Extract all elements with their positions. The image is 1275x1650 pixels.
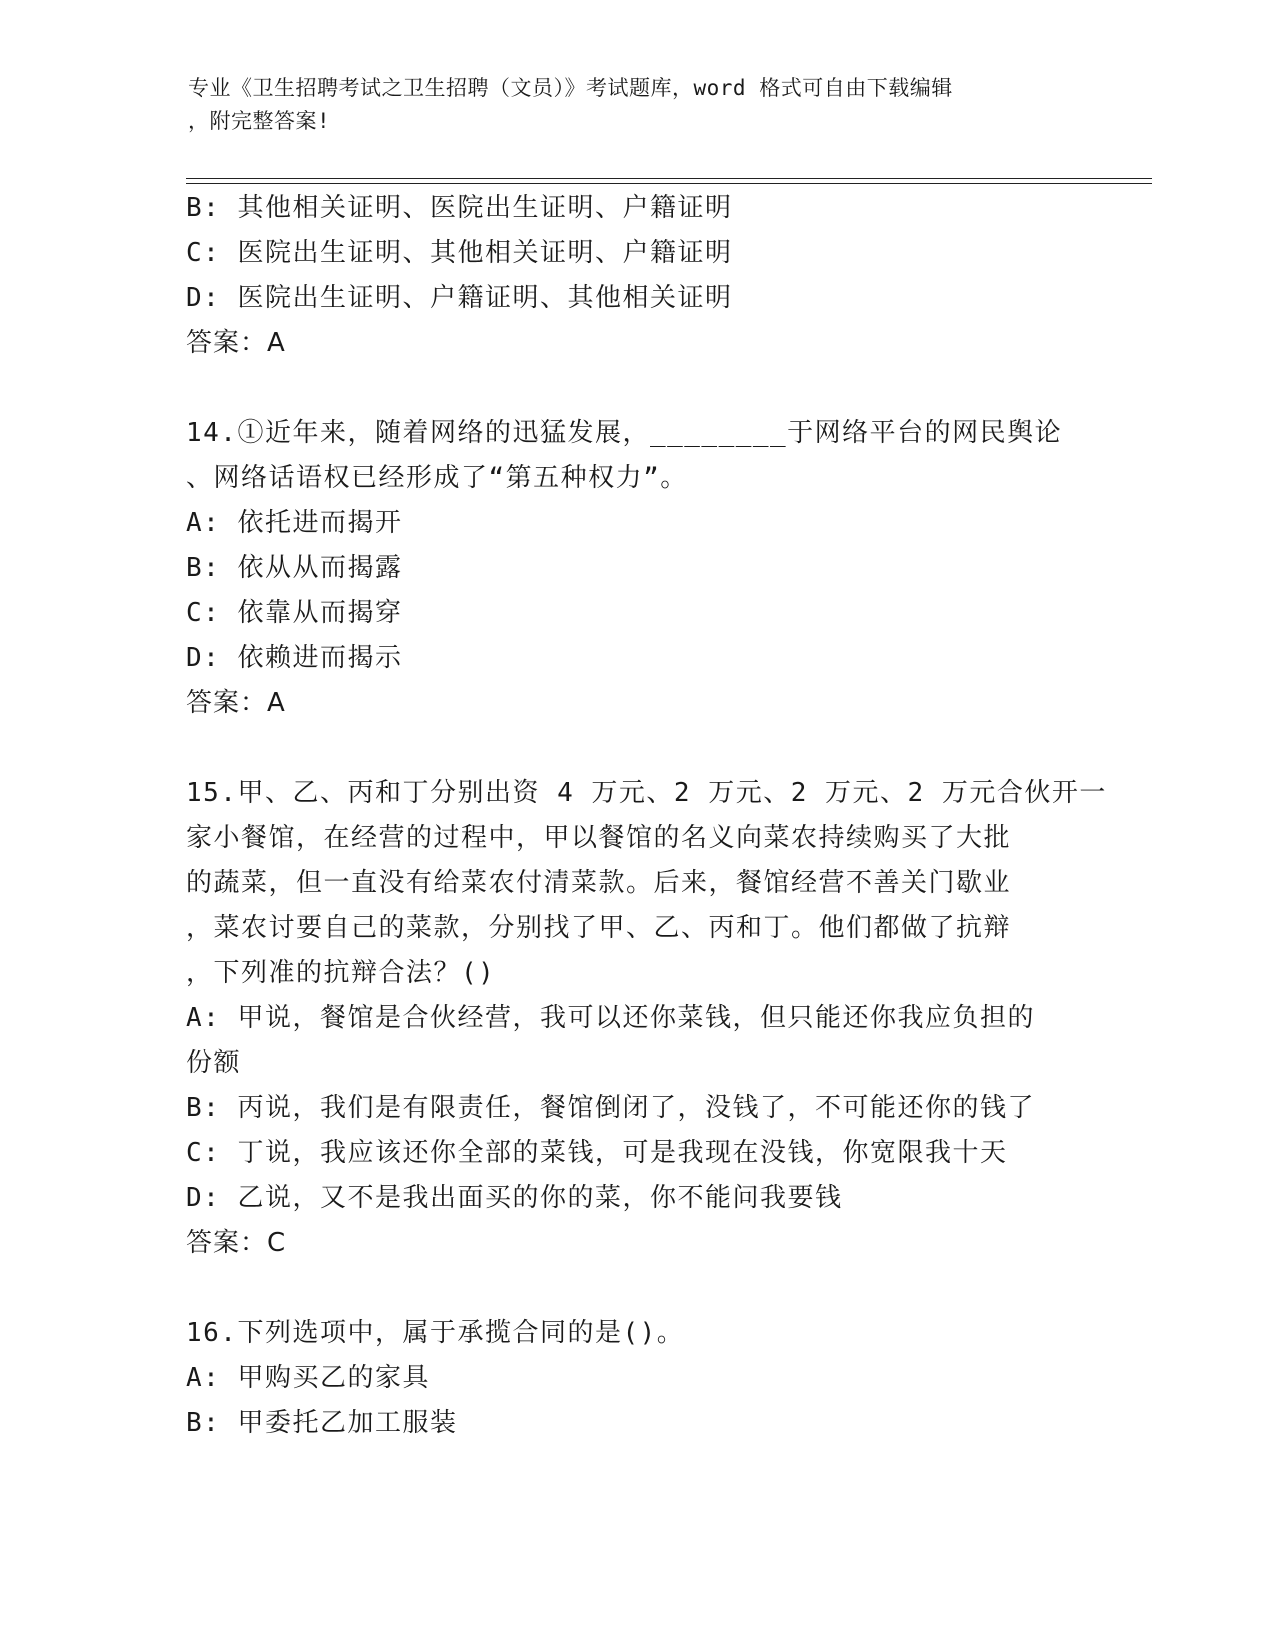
q15-option-c: C: 丁说，我应该还你全部的菜钱，可是我现在没钱，你宽限我十天	[186, 1138, 1008, 1168]
header-line-2: ，附完整答案!	[188, 109, 331, 133]
q15-stem-line-4: ，菜农讨要自己的菜款，分别找了甲、乙、丙和丁。他们都做了抗辩	[186, 913, 1012, 943]
q15-stem-line-2: 家小餐馆，在经营的过程中，甲以餐馆的名义向菜农持续购买了大批	[186, 823, 1012, 853]
header-rule-bottom	[186, 183, 1152, 184]
q14-option-a: A: 依托进而揭开	[186, 508, 403, 538]
q14-option-c: C: 依靠从而揭穿	[186, 598, 403, 628]
q16-option-b: B: 甲委托乙加工服装	[186, 1408, 458, 1438]
q13-option-b: B: 其他相关证明、医院出生证明、户籍证明	[186, 193, 733, 223]
q15-option-a-line-1: A: 甲说，餐馆是合伙经营，我可以还你菜钱，但只能还你我应负担的	[186, 1003, 1035, 1033]
q15-option-d: D: 乙说，又不是我出面买的你的菜，你不能问我要钱	[186, 1183, 843, 1213]
q16-stem-line-1: 16.下列选项中，属于承揽合同的是()。	[186, 1318, 685, 1348]
q15-stem-line-5: ，下列准的抗辩合法？()	[186, 958, 496, 988]
q15-stem-line-3: 的蔬菜，但一直没有给菜农付清菜款。后来，餐馆经营不善关门歇业	[186, 868, 1012, 898]
q14-answer: 答案：A	[186, 688, 286, 718]
header-rule-top	[186, 178, 1152, 179]
q13-option-d: D: 医院出生证明、户籍证明、其他相关证明	[186, 283, 733, 313]
header-line-1: 专业《卫生招聘考试之卫生招聘（文员）》考试题库，word 格式可自由下载编辑	[188, 76, 953, 100]
q16-option-a: A: 甲购买乙的家具	[186, 1363, 430, 1393]
q14-option-d: D: 依赖进而揭示	[186, 643, 403, 673]
q13-option-c: C: 医院出生证明、其他相关证明、户籍证明	[186, 238, 733, 268]
q15-stem-line-1: 15.甲、乙、丙和丁分别出资 4 万元、2 万元、2 万元、2 万元合伙开一	[186, 778, 1107, 808]
q13-answer: 答案：A	[186, 328, 286, 358]
q14-stem-line-1: 14.①近年来，随着网络的迅猛发展，________于网络平台的网民舆论	[186, 418, 1063, 448]
q15-option-a-line-2: 份额	[186, 1048, 242, 1078]
q14-stem-line-2: 、网络话语权已经形成了“第五种权力”。	[186, 463, 688, 493]
document-header	[188, 72, 1068, 138]
q15-option-b: B: 丙说，我们是有限责任，餐馆倒闭了，没钱了，不可能还你的钱了	[186, 1093, 1035, 1123]
q15-answer: 答案：C	[186, 1228, 287, 1258]
q14-option-b: B: 依从从而揭露	[186, 553, 403, 583]
